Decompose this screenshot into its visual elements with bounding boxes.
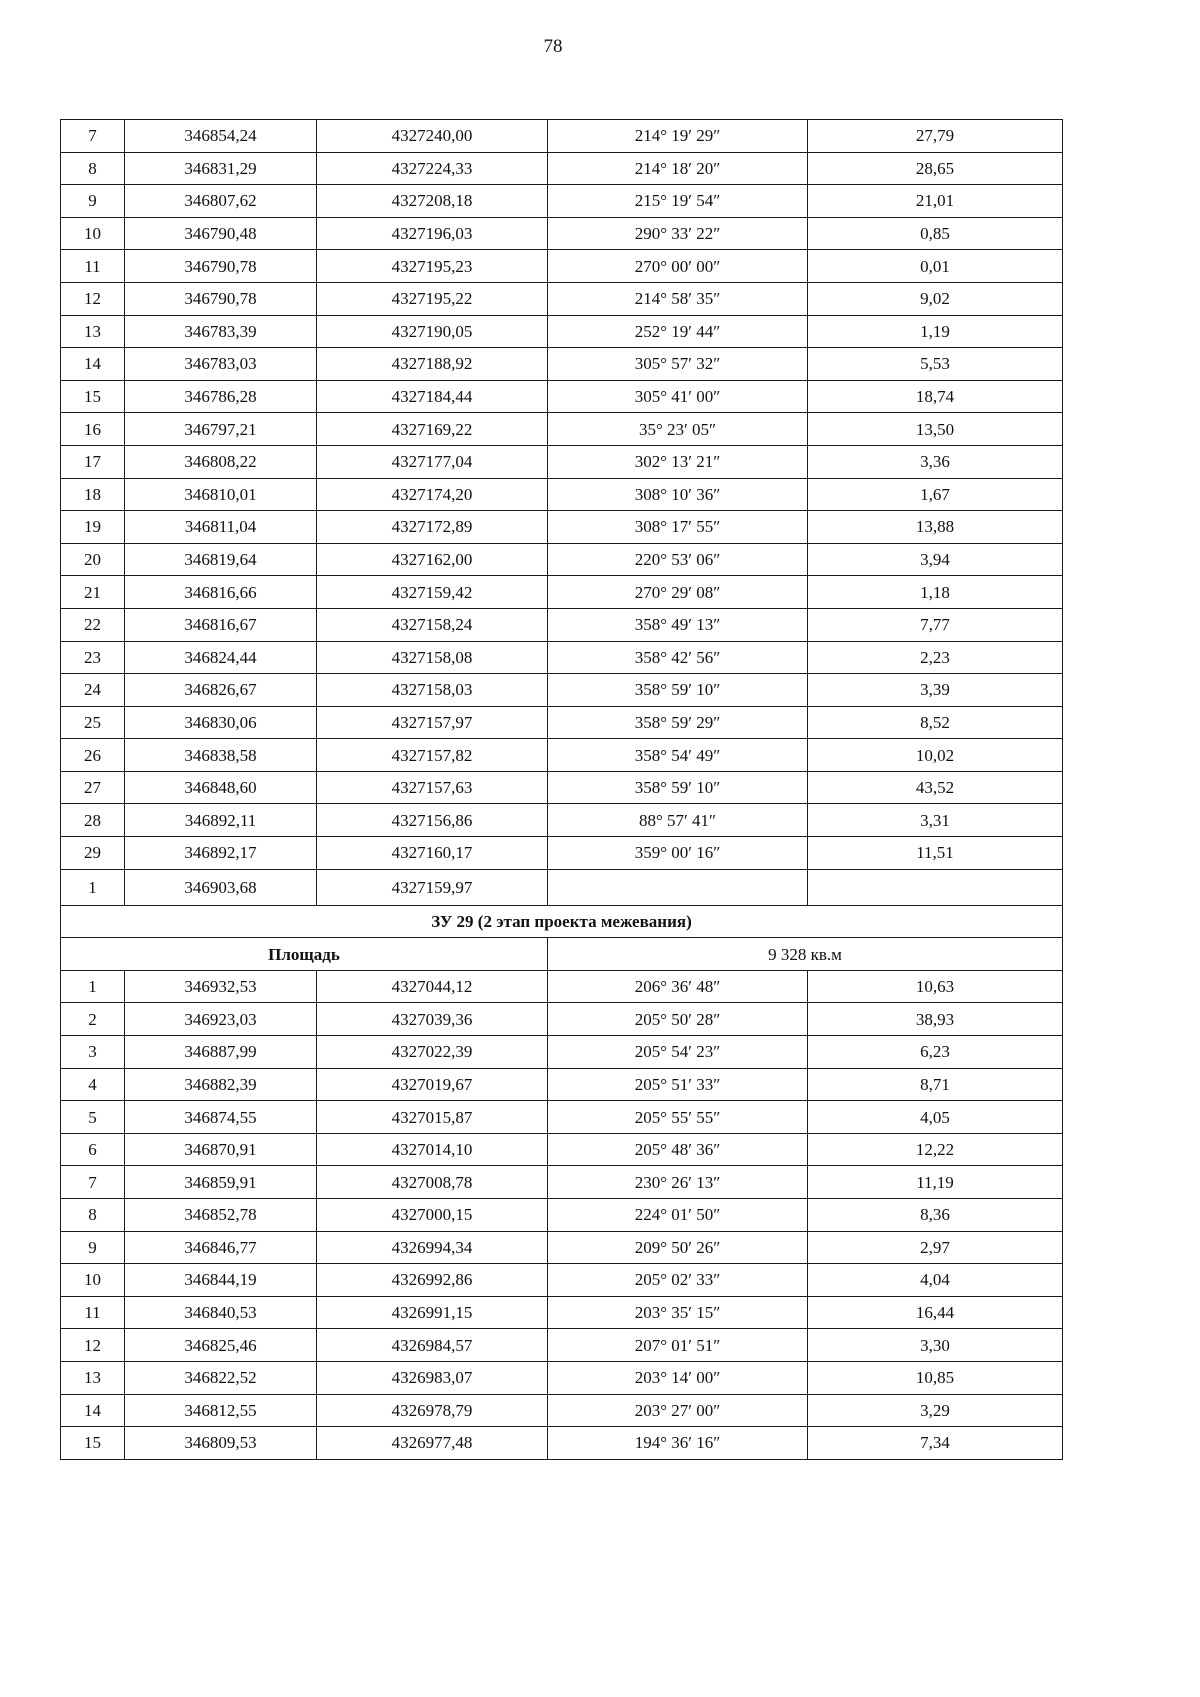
area-label: Площадь — [61, 938, 548, 971]
coordinate-x: 346892,17 — [125, 837, 317, 870]
coordinate-x: 346852,78 — [125, 1199, 317, 1232]
segment-length: 10,02 — [808, 739, 1063, 772]
coordinates-table — [60, 119, 1063, 1460]
segment-length: 1,18 — [808, 576, 1063, 609]
table-row — [61, 1166, 1063, 1199]
direction-angle: 214° 18′ 20″ — [548, 152, 808, 185]
coordinate-y: 4327240,00 — [317, 120, 548, 153]
direction-angle: 252° 19′ 44″ — [548, 315, 808, 348]
segment-length — [808, 869, 1063, 905]
segment-length: 18,74 — [808, 380, 1063, 413]
coordinate-y: 4327022,39 — [317, 1036, 548, 1069]
segment-length: 8,36 — [808, 1199, 1063, 1232]
coordinate-x: 346819,64 — [125, 543, 317, 576]
point-number: 19 — [61, 511, 125, 544]
section1-closing — [61, 869, 1063, 905]
coordinate-y: 4327177,04 — [317, 445, 548, 478]
direction-angle: 270° 00′ 00″ — [548, 250, 808, 283]
point-number: 12 — [61, 1329, 125, 1362]
coordinate-y: 4327044,12 — [317, 970, 548, 1003]
coordinate-x: 346824,44 — [125, 641, 317, 674]
coordinate-x: 346838,58 — [125, 739, 317, 772]
segment-length: 21,01 — [808, 185, 1063, 218]
coordinate-y: 4327039,36 — [317, 1003, 548, 1036]
point-number: 24 — [61, 674, 125, 707]
table-row — [61, 250, 1063, 283]
coordinate-y: 4327196,03 — [317, 217, 548, 250]
coordinate-y: 4326992,86 — [317, 1264, 548, 1297]
point-number: 10 — [61, 1264, 125, 1297]
coordinate-y: 4327195,23 — [317, 250, 548, 283]
table-row — [61, 445, 1063, 478]
coordinate-x: 346783,03 — [125, 348, 317, 381]
segment-length: 4,05 — [808, 1101, 1063, 1134]
segment-length: 11,51 — [808, 837, 1063, 870]
point-number: 11 — [61, 250, 125, 283]
direction-angle: 88° 57′ 41″ — [548, 804, 808, 837]
table-row — [61, 1427, 1063, 1460]
section1-rows — [61, 120, 1063, 870]
point-number: 17 — [61, 445, 125, 478]
point-number: 13 — [61, 1361, 125, 1394]
coordinate-x: 346822,52 — [125, 1361, 317, 1394]
direction-angle: 230° 26′ 13″ — [548, 1166, 808, 1199]
area-value: 9 328 кв.м — [548, 938, 1063, 971]
table-row — [61, 543, 1063, 576]
area-row — [61, 938, 1063, 971]
point-number: 20 — [61, 543, 125, 576]
segment-length: 10,85 — [808, 1361, 1063, 1394]
direction-angle: 358° 59′ 10″ — [548, 771, 808, 804]
coordinate-x: 346811,04 — [125, 511, 317, 544]
point-number: 8 — [61, 1199, 125, 1232]
direction-angle: 302° 13′ 21″ — [548, 445, 808, 478]
segment-length: 0,01 — [808, 250, 1063, 283]
point-number: 15 — [61, 380, 125, 413]
coordinate-x: 346816,67 — [125, 608, 317, 641]
table-row-closing — [61, 869, 1063, 905]
segment-length: 10,63 — [808, 970, 1063, 1003]
segment-length: 12,22 — [808, 1133, 1063, 1166]
coordinate-y: 4326977,48 — [317, 1427, 548, 1460]
table-row — [61, 1101, 1063, 1134]
direction-angle: 270° 29′ 08″ — [548, 576, 808, 609]
direction-angle: 224° 01′ 50″ — [548, 1199, 808, 1232]
table-row — [61, 739, 1063, 772]
table-row — [61, 970, 1063, 1003]
table-row — [61, 315, 1063, 348]
point-number: 10 — [61, 217, 125, 250]
coordinate-x: 346816,66 — [125, 576, 317, 609]
coordinate-y: 4327184,44 — [317, 380, 548, 413]
table-row — [61, 511, 1063, 544]
table-row — [61, 1199, 1063, 1232]
direction-angle: 203° 35′ 15″ — [548, 1296, 808, 1329]
coordinate-y: 4327014,10 — [317, 1133, 548, 1166]
table-row — [61, 1394, 1063, 1427]
table-row — [61, 120, 1063, 153]
coordinate-x: 346797,21 — [125, 413, 317, 446]
coordinate-x: 346870,91 — [125, 1133, 317, 1166]
coordinate-x: 346809,53 — [125, 1427, 317, 1460]
point-number: 13 — [61, 315, 125, 348]
table-row — [61, 380, 1063, 413]
coordinate-y: 4327156,86 — [317, 804, 548, 837]
coordinate-x: 346790,48 — [125, 217, 317, 250]
coordinate-y: 4327159,42 — [317, 576, 548, 609]
point-number: 9 — [61, 1231, 125, 1264]
coordinate-x: 346874,55 — [125, 1101, 317, 1134]
coordinate-x: 346923,03 — [125, 1003, 317, 1036]
direction-angle: 205° 55′ 55″ — [548, 1101, 808, 1134]
coordinate-x: 346840,53 — [125, 1296, 317, 1329]
table-row — [61, 1329, 1063, 1362]
direction-angle: 358° 54′ 49″ — [548, 739, 808, 772]
segment-length: 1,19 — [808, 315, 1063, 348]
coordinate-y: 4327157,82 — [317, 739, 548, 772]
table-row — [61, 478, 1063, 511]
point-number: 29 — [61, 837, 125, 870]
coordinate-x: 346790,78 — [125, 282, 317, 315]
table-row — [61, 1036, 1063, 1069]
coordinate-x: 346887,99 — [125, 1036, 317, 1069]
point-number: 14 — [61, 1394, 125, 1427]
segment-length: 3,31 — [808, 804, 1063, 837]
segment-length: 3,39 — [808, 674, 1063, 707]
direction-angle: 205° 02′ 33″ — [548, 1264, 808, 1297]
direction-angle: 308° 17′ 55″ — [548, 511, 808, 544]
coordinate-y: 4327172,89 — [317, 511, 548, 544]
direction-angle: 205° 48′ 36″ — [548, 1133, 808, 1166]
direction-angle: 205° 50′ 28″ — [548, 1003, 808, 1036]
coordinate-y: 4327158,24 — [317, 608, 548, 641]
segment-length: 8,52 — [808, 706, 1063, 739]
coordinate-x: 346854,24 — [125, 120, 317, 153]
point-number: 16 — [61, 413, 125, 446]
direction-angle: 205° 54′ 23″ — [548, 1036, 808, 1069]
direction-angle: 305° 57′ 32″ — [548, 348, 808, 381]
point-number: 7 — [61, 120, 125, 153]
table-row — [61, 282, 1063, 315]
coordinate-y: 4327162,00 — [317, 543, 548, 576]
segment-length: 28,65 — [808, 152, 1063, 185]
section-title-row — [61, 905, 1063, 938]
coordinate-y: 4326991,15 — [317, 1296, 548, 1329]
coordinate-x: 346882,39 — [125, 1068, 317, 1101]
point-number: 2 — [61, 1003, 125, 1036]
direction-angle: 358° 59′ 10″ — [548, 674, 808, 707]
direction-angle: 206° 36′ 48″ — [548, 970, 808, 1003]
coordinate-x: 346932,53 — [125, 970, 317, 1003]
point-number: 4 — [61, 1068, 125, 1101]
point-number: 22 — [61, 608, 125, 641]
segment-length: 5,53 — [808, 348, 1063, 381]
segment-length: 13,88 — [808, 511, 1063, 544]
segment-length: 3,29 — [808, 1394, 1063, 1427]
coordinate-x: 346848,60 — [125, 771, 317, 804]
table-row — [61, 837, 1063, 870]
coordinate-y: 4327160,17 — [317, 837, 548, 870]
coordinate-y: 4327208,18 — [317, 185, 548, 218]
direction-angle: 207° 01′ 51″ — [548, 1329, 808, 1362]
segment-length: 16,44 — [808, 1296, 1063, 1329]
direction-angle: 203° 27′ 00″ — [548, 1394, 808, 1427]
coordinate-x: 346903,68 — [125, 869, 317, 905]
segment-length: 0,85 — [808, 217, 1063, 250]
direction-angle: 359° 00′ 16″ — [548, 837, 808, 870]
coordinate-y: 4327190,05 — [317, 315, 548, 348]
coordinate-y: 4327008,78 — [317, 1166, 548, 1199]
direction-angle: 305° 41′ 00″ — [548, 380, 808, 413]
coordinate-y: 4327000,15 — [317, 1199, 548, 1232]
table-row — [61, 804, 1063, 837]
direction-angle: 205° 51′ 33″ — [548, 1068, 808, 1101]
coordinate-y: 4326994,34 — [317, 1231, 548, 1264]
direction-angle: 209° 50′ 26″ — [548, 1231, 808, 1264]
direction-angle — [548, 869, 808, 905]
direction-angle: 203° 14′ 00″ — [548, 1361, 808, 1394]
coordinate-y: 4327224,33 — [317, 152, 548, 185]
point-number: 18 — [61, 478, 125, 511]
coordinate-x: 346844,19 — [125, 1264, 317, 1297]
table-row — [61, 413, 1063, 446]
coordinate-y: 4327158,03 — [317, 674, 548, 707]
point-number: 21 — [61, 576, 125, 609]
point-number: 15 — [61, 1427, 125, 1460]
point-number: 9 — [61, 185, 125, 218]
page-number: 78 — [543, 36, 563, 57]
coordinate-y: 4326983,07 — [317, 1361, 548, 1394]
direction-angle: 214° 19′ 29″ — [548, 120, 808, 153]
point-number: 6 — [61, 1133, 125, 1166]
point-number: 27 — [61, 771, 125, 804]
direction-angle: 220° 53′ 06″ — [548, 543, 808, 576]
segment-length: 2,97 — [808, 1231, 1063, 1264]
coordinate-y: 4327174,20 — [317, 478, 548, 511]
coordinate-y: 4327015,87 — [317, 1101, 548, 1134]
segment-length: 8,71 — [808, 1068, 1063, 1101]
point-number: 3 — [61, 1036, 125, 1069]
segment-length: 9,02 — [808, 282, 1063, 315]
point-number: 8 — [61, 152, 125, 185]
coordinate-x: 346825,46 — [125, 1329, 317, 1362]
point-number: 5 — [61, 1101, 125, 1134]
direction-angle: 358° 42′ 56″ — [548, 641, 808, 674]
table-row — [61, 1264, 1063, 1297]
table-row — [61, 348, 1063, 381]
segment-length: 4,04 — [808, 1264, 1063, 1297]
coordinate-x: 346830,06 — [125, 706, 317, 739]
coordinate-x: 346831,29 — [125, 152, 317, 185]
segment-length: 3,94 — [808, 543, 1063, 576]
coordinate-x: 346810,01 — [125, 478, 317, 511]
section2-header — [61, 905, 1063, 970]
direction-angle: 194° 36′ 16″ — [548, 1427, 808, 1460]
segment-length: 1,67 — [808, 478, 1063, 511]
table-row — [61, 217, 1063, 250]
coordinate-x: 346812,55 — [125, 1394, 317, 1427]
point-number: 12 — [61, 282, 125, 315]
segment-length: 38,93 — [808, 1003, 1063, 1036]
segment-length: 11,19 — [808, 1166, 1063, 1199]
coordinate-x: 346826,67 — [125, 674, 317, 707]
coordinate-x: 346859,91 — [125, 1166, 317, 1199]
table-row — [61, 1003, 1063, 1036]
coordinate-y: 4327195,22 — [317, 282, 548, 315]
section-title: ЗУ 29 (2 этап проекта межевания) — [61, 905, 1063, 938]
coordinate-y: 4327157,97 — [317, 706, 548, 739]
coordinate-x: 346807,62 — [125, 185, 317, 218]
coordinate-x: 346892,11 — [125, 804, 317, 837]
table-row — [61, 1231, 1063, 1264]
coordinate-y: 4326984,57 — [317, 1329, 548, 1362]
table-row — [61, 674, 1063, 707]
segment-length: 43,52 — [808, 771, 1063, 804]
coordinate-x: 346808,22 — [125, 445, 317, 478]
table-row — [61, 1068, 1063, 1101]
coordinate-y: 4327157,63 — [317, 771, 548, 804]
coordinate-y: 4327159,97 — [317, 869, 548, 905]
point-number: 25 — [61, 706, 125, 739]
table-row — [61, 576, 1063, 609]
table-row — [61, 1133, 1063, 1166]
point-number: 1 — [61, 970, 125, 1003]
segment-length: 3,36 — [808, 445, 1063, 478]
direction-angle: 35° 23′ 05″ — [548, 413, 808, 446]
point-number: 14 — [61, 348, 125, 381]
table-row — [61, 771, 1063, 804]
point-number: 11 — [61, 1296, 125, 1329]
segment-length: 6,23 — [808, 1036, 1063, 1069]
point-number: 28 — [61, 804, 125, 837]
point-number: 7 — [61, 1166, 125, 1199]
coordinate-y: 4327188,92 — [317, 348, 548, 381]
coordinate-y: 4327019,67 — [317, 1068, 548, 1101]
direction-angle: 358° 49′ 13″ — [548, 608, 808, 641]
segment-length: 7,34 — [808, 1427, 1063, 1460]
coordinate-y: 4326978,79 — [317, 1394, 548, 1427]
coordinate-x: 346783,39 — [125, 315, 317, 348]
point-number: 26 — [61, 739, 125, 772]
table-row — [61, 1361, 1063, 1394]
direction-angle: 214° 58′ 35″ — [548, 282, 808, 315]
segment-length: 13,50 — [808, 413, 1063, 446]
table-row — [61, 706, 1063, 739]
table-row — [61, 185, 1063, 218]
segment-length: 3,30 — [808, 1329, 1063, 1362]
coordinate-y: 4327158,08 — [317, 641, 548, 674]
coordinate-x: 346790,78 — [125, 250, 317, 283]
table-row — [61, 608, 1063, 641]
table-row — [61, 1296, 1063, 1329]
direction-angle: 215° 19′ 54″ — [548, 185, 808, 218]
direction-angle: 308° 10′ 36″ — [548, 478, 808, 511]
segment-length: 27,79 — [808, 120, 1063, 153]
direction-angle: 358° 59′ 29″ — [548, 706, 808, 739]
coordinate-x: 346786,28 — [125, 380, 317, 413]
point-number: 23 — [61, 641, 125, 674]
direction-angle: 290° 33′ 22″ — [548, 217, 808, 250]
coordinate-x: 346846,77 — [125, 1231, 317, 1264]
table-row — [61, 152, 1063, 185]
coordinate-y: 4327169,22 — [317, 413, 548, 446]
segment-length: 7,77 — [808, 608, 1063, 641]
table-row — [61, 641, 1063, 674]
section2-rows — [61, 970, 1063, 1459]
segment-length: 2,23 — [808, 641, 1063, 674]
point-number: 1 — [61, 869, 125, 905]
